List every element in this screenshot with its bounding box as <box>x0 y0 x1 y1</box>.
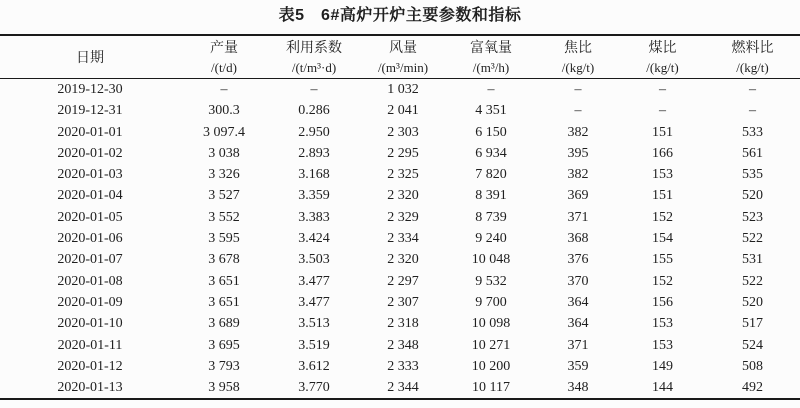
value-cell: 153 <box>652 167 673 183</box>
value-cell: 6 934 <box>475 145 507 161</box>
table-row <box>0 356 800 377</box>
value-cell: 535 <box>742 167 763 183</box>
table-row <box>0 228 800 249</box>
column-header-coal-ratio: 煤比 <box>648 40 677 56</box>
value-cell: 152 <box>652 209 673 225</box>
value-cell: 10 048 <box>471 252 511 268</box>
value-cell: 153 <box>652 316 673 332</box>
value-cell: 533 <box>742 124 763 140</box>
value-cell: 522 <box>742 231 763 247</box>
table-row <box>0 249 800 270</box>
value-cell: – <box>659 82 666 97</box>
column-unit-coal-ratio: /(kg/t) <box>646 59 679 75</box>
value-cell: 376 <box>567 252 589 268</box>
value-cell: 1 032 <box>387 82 419 97</box>
table-row <box>0 100 800 121</box>
value-cell: 2 041 <box>387 103 419 119</box>
value-cell: 3 695 <box>208 337 240 353</box>
column-header-utilization: 利用系数 <box>286 40 342 56</box>
value-cell: 151 <box>652 188 673 204</box>
value-cell: 0.286 <box>298 103 330 119</box>
table-row <box>0 185 800 206</box>
value-cell: 3.519 <box>298 337 330 353</box>
value-cell: 3.513 <box>298 316 330 332</box>
value-cell: 3 678 <box>208 252 240 268</box>
date-cell: 2019-12-31 <box>57 103 123 119</box>
value-cell: 10 200 <box>471 358 511 374</box>
value-cell: 369 <box>567 188 589 204</box>
value-cell: 3 958 <box>208 380 240 396</box>
column-unit-utilization: /(t/m³·d) <box>291 59 337 75</box>
value-cell: 153 <box>652 337 673 353</box>
value-cell: – <box>574 103 582 119</box>
column-header-date: 日期 <box>76 51 104 66</box>
value-cell: – <box>659 103 666 119</box>
value-cell: 10 117 <box>472 380 510 396</box>
date-cell: 2020-01-05 <box>57 209 123 225</box>
value-cell: 382 <box>567 167 589 183</box>
value-cell: 3.770 <box>298 380 330 396</box>
table-body <box>0 79 800 400</box>
value-cell: – <box>220 82 228 97</box>
value-cell: 492 <box>742 380 763 396</box>
value-cell: 395 <box>567 145 589 161</box>
value-cell: 3.168 <box>298 167 330 183</box>
column-unit-coke-ratio: /(kg/t) <box>561 59 595 75</box>
column-header-blast-volume: 风量 <box>389 40 417 56</box>
value-cell: 3 097.4 <box>203 124 245 140</box>
value-cell: 8 391 <box>475 188 507 204</box>
value-cell: 2 325 <box>387 167 419 183</box>
value-cell: 3.359 <box>298 188 330 204</box>
value-cell: 3 793 <box>208 358 240 374</box>
header-label-row <box>0 35 800 57</box>
table-row <box>0 122 800 143</box>
value-cell: 2 329 <box>387 209 419 225</box>
value-cell: – <box>487 82 495 97</box>
value-cell: 2 295 <box>387 145 419 161</box>
value-cell: – <box>749 103 756 119</box>
date-cell: 2020-01-09 <box>57 294 123 310</box>
table-row <box>0 164 800 185</box>
value-cell: 3.477 <box>298 294 330 310</box>
value-cell: 524 <box>742 337 763 353</box>
value-cell: 3 689 <box>208 316 240 332</box>
date-cell: 2020-01-01 <box>57 124 123 140</box>
value-cell: 155 <box>652 252 673 268</box>
date-cell: 2020-01-13 <box>57 380 123 396</box>
value-cell: 3 651 <box>208 294 240 310</box>
value-cell: 2 307 <box>387 294 419 310</box>
value-cell: 9 700 <box>475 294 507 310</box>
date-cell: 2020-01-04 <box>57 188 123 204</box>
value-cell: 3.424 <box>298 231 330 247</box>
value-cell: 3.612 <box>298 358 330 374</box>
date-cell: 2020-01-12 <box>57 358 123 374</box>
column-unit-oxygen: /(m³/h) <box>472 59 510 75</box>
value-cell: 2 318 <box>387 316 419 332</box>
table-row <box>0 271 800 292</box>
value-cell: 359 <box>567 358 589 374</box>
date-cell: 2020-01-07 <box>57 252 123 268</box>
table-row <box>0 335 800 356</box>
value-cell: 149 <box>652 358 673 374</box>
value-cell: – <box>574 82 582 97</box>
value-cell: 2.893 <box>298 145 330 161</box>
value-cell: 382 <box>567 124 589 140</box>
value-cell: 370 <box>567 273 589 289</box>
value-cell: 2 303 <box>387 124 419 140</box>
value-cell: – <box>310 82 318 97</box>
value-cell: 3 552 <box>208 209 240 225</box>
value-cell: 508 <box>742 358 763 374</box>
value-cell: 364 <box>567 316 589 332</box>
parameters-table <box>0 34 800 400</box>
table-header <box>0 35 800 79</box>
value-cell: 2 344 <box>387 380 419 396</box>
column-unit-output: /(t/d) <box>211 59 237 75</box>
value-cell: 522 <box>742 273 763 289</box>
value-cell: 6 150 <box>475 124 507 140</box>
value-cell: 520 <box>742 294 763 310</box>
column-unit-blast-volume: /(m³/min) <box>377 59 429 75</box>
value-cell: 151 <box>652 124 673 140</box>
value-cell: 561 <box>742 145 763 161</box>
value-cell: 156 <box>652 294 673 310</box>
date-cell: 2020-01-08 <box>57 273 123 289</box>
value-cell: 2 333 <box>387 358 419 374</box>
value-cell: 3 326 <box>208 167 240 183</box>
value-cell: 8 739 <box>475 209 507 225</box>
column-header-coke-ratio: 焦比 <box>564 40 592 56</box>
value-cell: 371 <box>567 337 589 353</box>
value-cell: 10 271 <box>471 337 511 353</box>
table-row <box>0 143 800 164</box>
value-cell: 3.503 <box>298 252 330 268</box>
date-cell: 2020-01-03 <box>57 167 123 183</box>
value-cell: 3 527 <box>208 188 240 204</box>
value-cell: 3 595 <box>208 231 240 247</box>
value-cell: 2 334 <box>387 231 419 247</box>
value-cell: 364 <box>567 294 589 310</box>
value-cell: 10 098 <box>471 316 511 332</box>
value-cell: 4 351 <box>475 103 507 119</box>
date-cell: 2020-01-06 <box>57 231 123 247</box>
date-cell: 2020-01-11 <box>57 337 123 353</box>
value-cell: – <box>749 82 756 97</box>
value-cell: 2 320 <box>387 188 419 204</box>
value-cell: 2.950 <box>298 124 330 140</box>
date-cell: 2020-01-10 <box>57 316 123 332</box>
value-cell: 368 <box>567 231 589 247</box>
table-row <box>0 79 800 101</box>
table-row <box>0 207 800 228</box>
value-cell: 3.383 <box>298 209 330 225</box>
value-cell: 2 348 <box>387 337 419 353</box>
value-cell: 7 820 <box>475 167 507 183</box>
column-header-output: 产量 <box>210 40 238 56</box>
value-cell: 523 <box>742 209 763 225</box>
value-cell: 348 <box>567 380 589 396</box>
value-cell: 3 651 <box>208 273 240 289</box>
table-row <box>0 313 800 334</box>
table-row <box>0 377 800 399</box>
value-cell: 2 297 <box>387 273 419 289</box>
value-cell: 531 <box>742 252 763 268</box>
value-cell: 144 <box>652 380 673 396</box>
table-row <box>0 292 800 313</box>
value-cell: 300.3 <box>208 103 240 119</box>
value-cell: 517 <box>742 316 763 332</box>
date-cell: 2019-12-30 <box>57 82 123 97</box>
date-cell: 2020-01-02 <box>57 145 123 161</box>
value-cell: 371 <box>567 209 589 225</box>
column-header-oxygen: 富氧量 <box>470 40 512 56</box>
value-cell: 9 240 <box>475 231 507 247</box>
value-cell: 520 <box>742 188 763 204</box>
value-cell: 3 038 <box>208 145 240 161</box>
value-cell: 152 <box>652 273 673 289</box>
column-unit-fuel-ratio: /(kg/t) <box>736 59 769 75</box>
value-cell: 166 <box>652 145 673 161</box>
value-cell: 154 <box>652 231 673 247</box>
value-cell: 3.477 <box>298 273 330 289</box>
table-title: 表5 6#高炉开炉主要参数和指标 <box>278 7 522 24</box>
value-cell: 9 532 <box>475 273 507 289</box>
column-header-fuel-ratio: 燃料比 <box>731 40 774 56</box>
value-cell: 2 320 <box>387 252 419 268</box>
